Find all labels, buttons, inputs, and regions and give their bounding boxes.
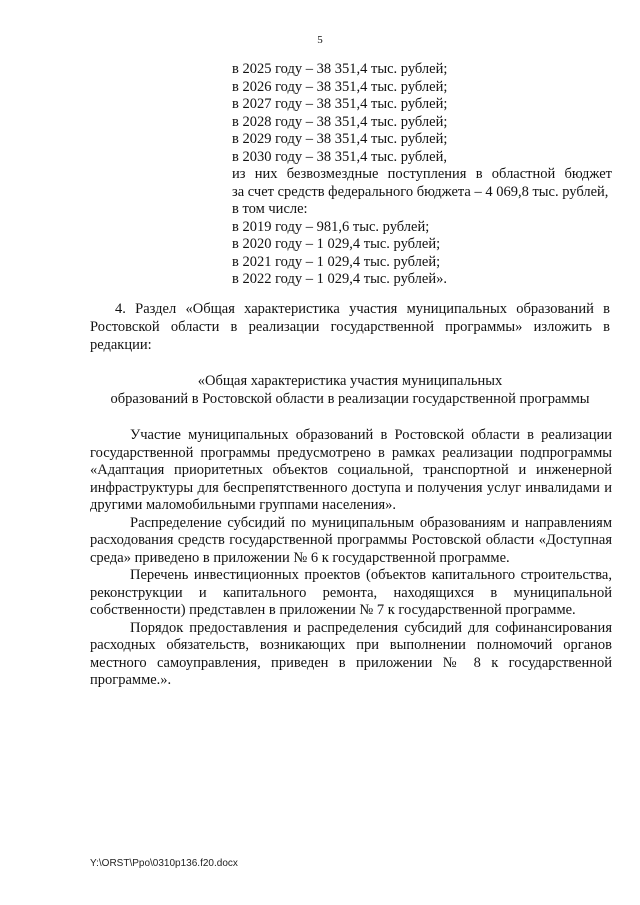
body-paragraph: Перечень инвестиционных проектов (объектов капитального строительства, реконструкции и капитального ремонта, находящихся в муниципальной собственности) представлен в приложении № 7 к государственной программе. xyxy=(90,567,612,618)
item-4-text: 4. Раздел «Общая характеристика участия муниципальных образований в Ростовской области в реализации государственной программы» изложить в редакции: xyxy=(90,301,610,353)
budget-list xyxy=(232,61,612,289)
federal-line: в 2020 году – 1 029,4 тыс. рублей; xyxy=(232,236,441,252)
body-paragraph: Распределение субсидий по муниципальным образованиям и направлениям расходования средств государственной программы Ростовской области «Доступная среда» приведено в приложении № 6 к государственной программе. xyxy=(90,514,612,566)
federal-note-line: из них безвозмездные поступления в областной бюджет xyxy=(232,166,612,182)
federal-line: в 2022 году – 1 029,4 тыс. рублей». xyxy=(232,271,447,287)
budget-line: в 2027 году – 38 351,4 тыс. рублей; xyxy=(232,96,448,112)
body-paragraph: Порядок предоставления и распределения субсидий для софинансирования расходных обязательств, возникающих при выполнении полномочий органов местного самоуправления, приведен в приложении № 8 к государственной программе.». xyxy=(90,619,612,688)
budget-line: в 2029 году – 38 351,4 тыс. рублей; xyxy=(232,131,448,147)
section-body xyxy=(90,427,612,690)
section-title-line: «Общая характеристика участия муниципальных xyxy=(197,373,503,389)
budget-line: в 2026 году – 38 351,4 тыс. рублей; xyxy=(232,78,448,95)
section-title-line: образований в Ростовской области в реализации государственной программы xyxy=(110,391,590,407)
budget-line: в 2025 году – 38 351,4 тыс. рублей; xyxy=(232,61,448,77)
body-paragraph: Участие муниципальных образований в Ростовской области в реализации государственной программы предусмотрено в рамках реализации подпрограммы «Адаптация приоритетных объектов социальной, транспортной и инженерной инфраструктуры для беспрепятственного доступа и получения услуг инвалидами и другими маломобильными группами населения». xyxy=(90,427,612,513)
federal-note-line: в том числе: xyxy=(232,201,308,217)
budget-line: в 2028 году – 38 351,4 тыс. рублей; xyxy=(232,113,448,130)
section-title xyxy=(90,372,610,408)
federal-note-line: за счет средств федерального бюджета – 4 069,8 тыс. рублей, xyxy=(232,183,609,200)
item-4-paragraph xyxy=(90,300,610,354)
page-number: 5 xyxy=(317,34,323,46)
budget-line: в 2030 году – 38 351,4 тыс. рублей, xyxy=(232,148,447,165)
federal-line: в 2019 году – 981,6 тыс. рублей; xyxy=(232,218,430,235)
federal-line: в 2021 году – 1 029,4 тыс. рублей; xyxy=(232,253,441,270)
footer-file-path: Y:\ORST\Ppo\0310p136.f20.docx xyxy=(90,858,238,869)
